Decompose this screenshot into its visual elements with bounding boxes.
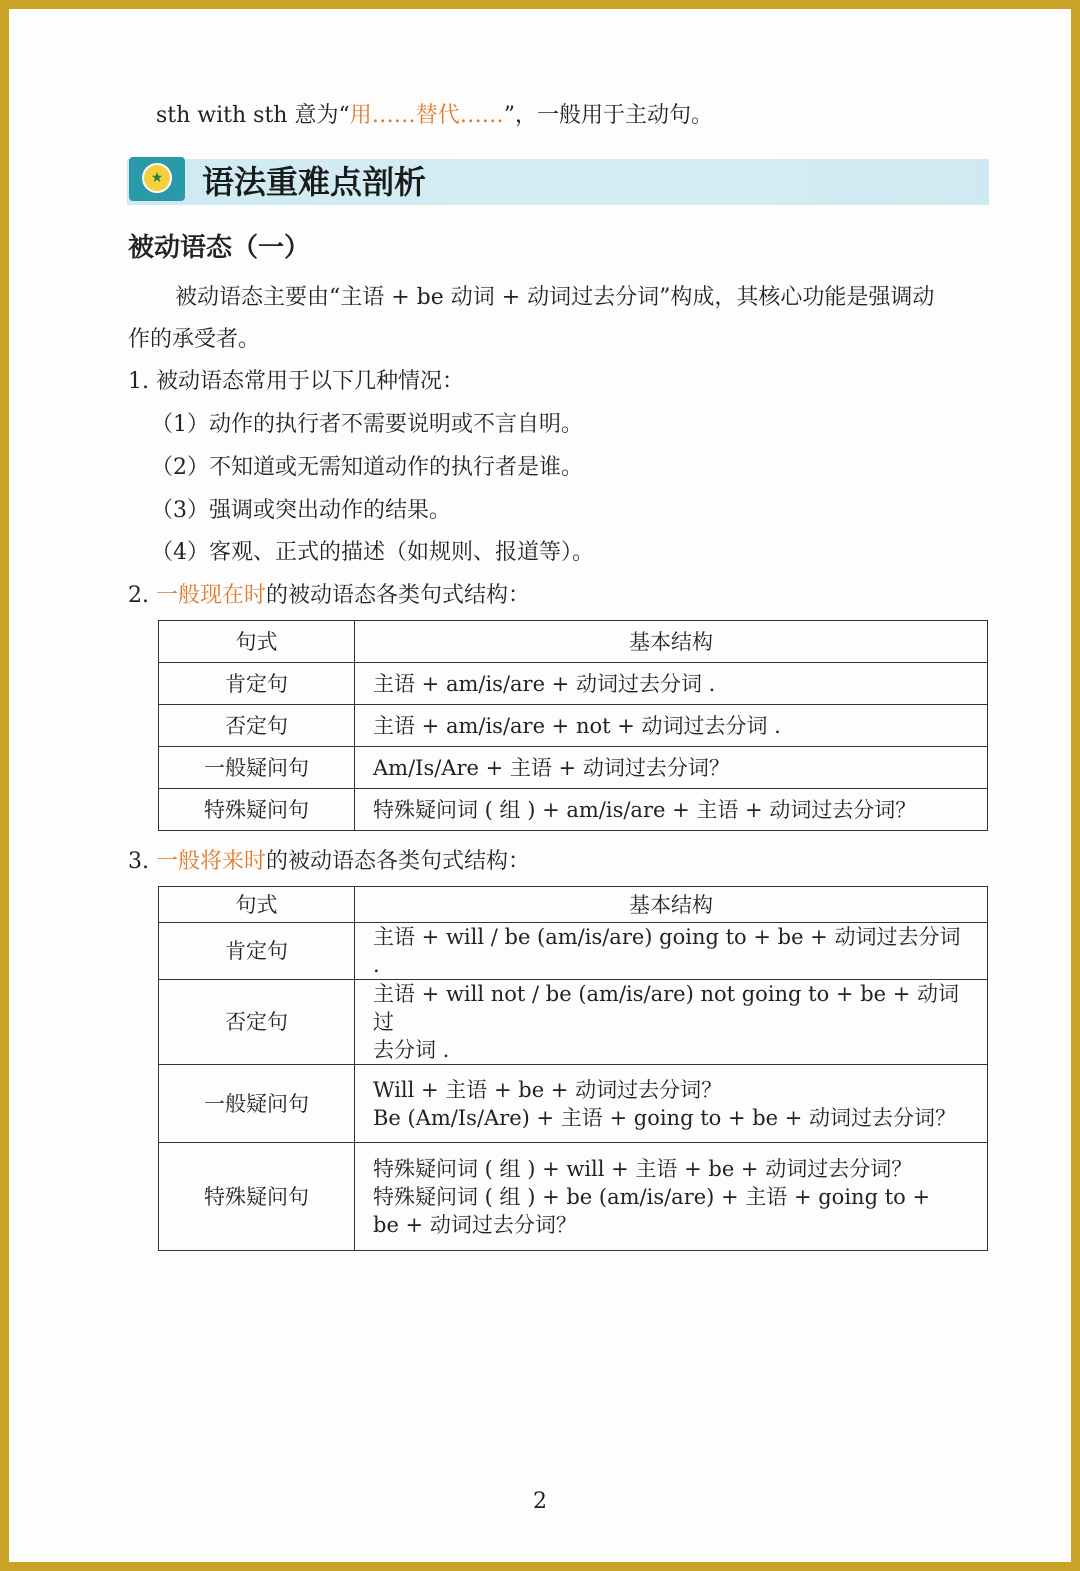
point2-highlight: 一般现在时 — [155, 583, 266, 608]
structure-line: be + 动词过去分词？ — [373, 1212, 577, 1237]
point1-title: 1. 被动语态常用于以下几种情况： — [128, 369, 464, 394]
structure-line: Be (Am/Is/Are) + 主语 + going to + be + 动词过去分词？ — [373, 1105, 957, 1130]
list-item: （2）不知道或无需知道动作的执行者是谁。 — [151, 455, 583, 480]
table-cell-structure — [355, 1143, 988, 1251]
table-header-row — [159, 887, 988, 923]
intro-highlight: 用……替代…… — [349, 103, 504, 128]
table-cell-type: 特殊疑问句 — [159, 789, 355, 831]
table-header: 句式 — [159, 887, 355, 923]
table-cell-type: 否定句 — [159, 705, 355, 747]
topic-paragraph-line2: 作的承受者。 — [128, 327, 261, 352]
point2-num: 2. — [128, 583, 156, 608]
table-row — [159, 663, 988, 705]
intro-prefix: sth with sth 意为“ — [156, 103, 350, 128]
future-passive-table — [158, 886, 988, 1251]
list-item: （4）客观、正式的描述（如规则、报道等）。 — [151, 540, 594, 565]
medal-icon: ★ — [142, 163, 172, 193]
list-item: （1）动作的执行者不需要说明或不言自明。 — [151, 412, 583, 437]
point2-rest: 的被动语态各类句式结构： — [266, 583, 531, 608]
table-cell-structure: 主语 + am/is/are + 动词过去分词 . — [355, 663, 988, 705]
table-row — [159, 923, 988, 980]
page-number: 2 — [533, 1489, 547, 1514]
list-item: （3）强调或突出动作的结果。 — [151, 498, 451, 523]
section-title: 语法重难点剖析 — [202, 163, 427, 201]
table-cell-structure: 主语 + will / be (am/is/are) going to + be + 动词过去分词 . — [355, 923, 988, 980]
table-cell-type: 一般疑问句 — [159, 1065, 355, 1143]
structure-line: 去分词 . — [373, 1038, 450, 1062]
table-header: 基本结构 — [355, 887, 988, 923]
intro-line — [156, 101, 713, 131]
page — [9, 9, 1071, 1562]
table-cell-structure: 特殊疑问词 ( 组 ) + am/is/are + 主语 + 动词过去分词？ — [355, 789, 988, 831]
table-row — [159, 747, 988, 789]
table-cell-structure: Am/Is/Are + 主语 + 动词过去分词？ — [355, 747, 988, 789]
structure-line: 特殊疑问词 ( 组 ) + will + 主语 + be + 动词过去分词？ — [373, 1156, 913, 1181]
intro-suffix: ”，一般用于主动句。 — [503, 103, 713, 128]
point3-rest: 的被动语态各类句式结构： — [266, 849, 531, 874]
table-header: 基本结构 — [355, 621, 988, 663]
table-row — [159, 705, 988, 747]
table-cell-type: 特殊疑问句 — [159, 1143, 355, 1251]
present-passive-table — [158, 620, 988, 831]
topic-paragraph-line1: 被动语态主要由“主语 + be 动词 + 动词过去分词”构成，其核心功能是强调动 — [175, 285, 935, 310]
structure-line: 主语 + will not / be (am/is/are) not going to + be + 动词过 — [373, 982, 960, 1034]
point2-title — [128, 581, 530, 611]
table-cell-structure — [355, 980, 988, 1065]
table-cell-type: 肯定句 — [159, 663, 355, 705]
table-header-row — [159, 621, 988, 663]
table-cell-structure: 主语 + am/is/are + not + 动词过去分词 . — [355, 705, 988, 747]
point3-highlight: 一般将来时 — [155, 849, 266, 874]
table-row — [159, 1065, 988, 1143]
table-row — [159, 980, 988, 1065]
structure-line: Will + 主语 + be + 动词过去分词？ — [373, 1077, 723, 1102]
table-row — [159, 789, 988, 831]
point3-title — [128, 847, 530, 877]
table-cell-type: 否定句 — [159, 980, 355, 1065]
table-header: 句式 — [159, 621, 355, 663]
structure-line: 特殊疑问词 ( 组 ) + be (am/is/are) + 主语 + going to + — [373, 1184, 931, 1209]
table-cell-type: 肯定句 — [159, 923, 355, 980]
table-row — [159, 1143, 988, 1251]
point3-num: 3. — [128, 849, 156, 874]
document-content — [9, 9, 1071, 1562]
table-cell-type: 一般疑问句 — [159, 747, 355, 789]
table-cell-structure — [355, 1065, 988, 1143]
topic-heading: 被动语态（一） — [128, 233, 311, 263]
banner-icon-box — [129, 157, 185, 201]
